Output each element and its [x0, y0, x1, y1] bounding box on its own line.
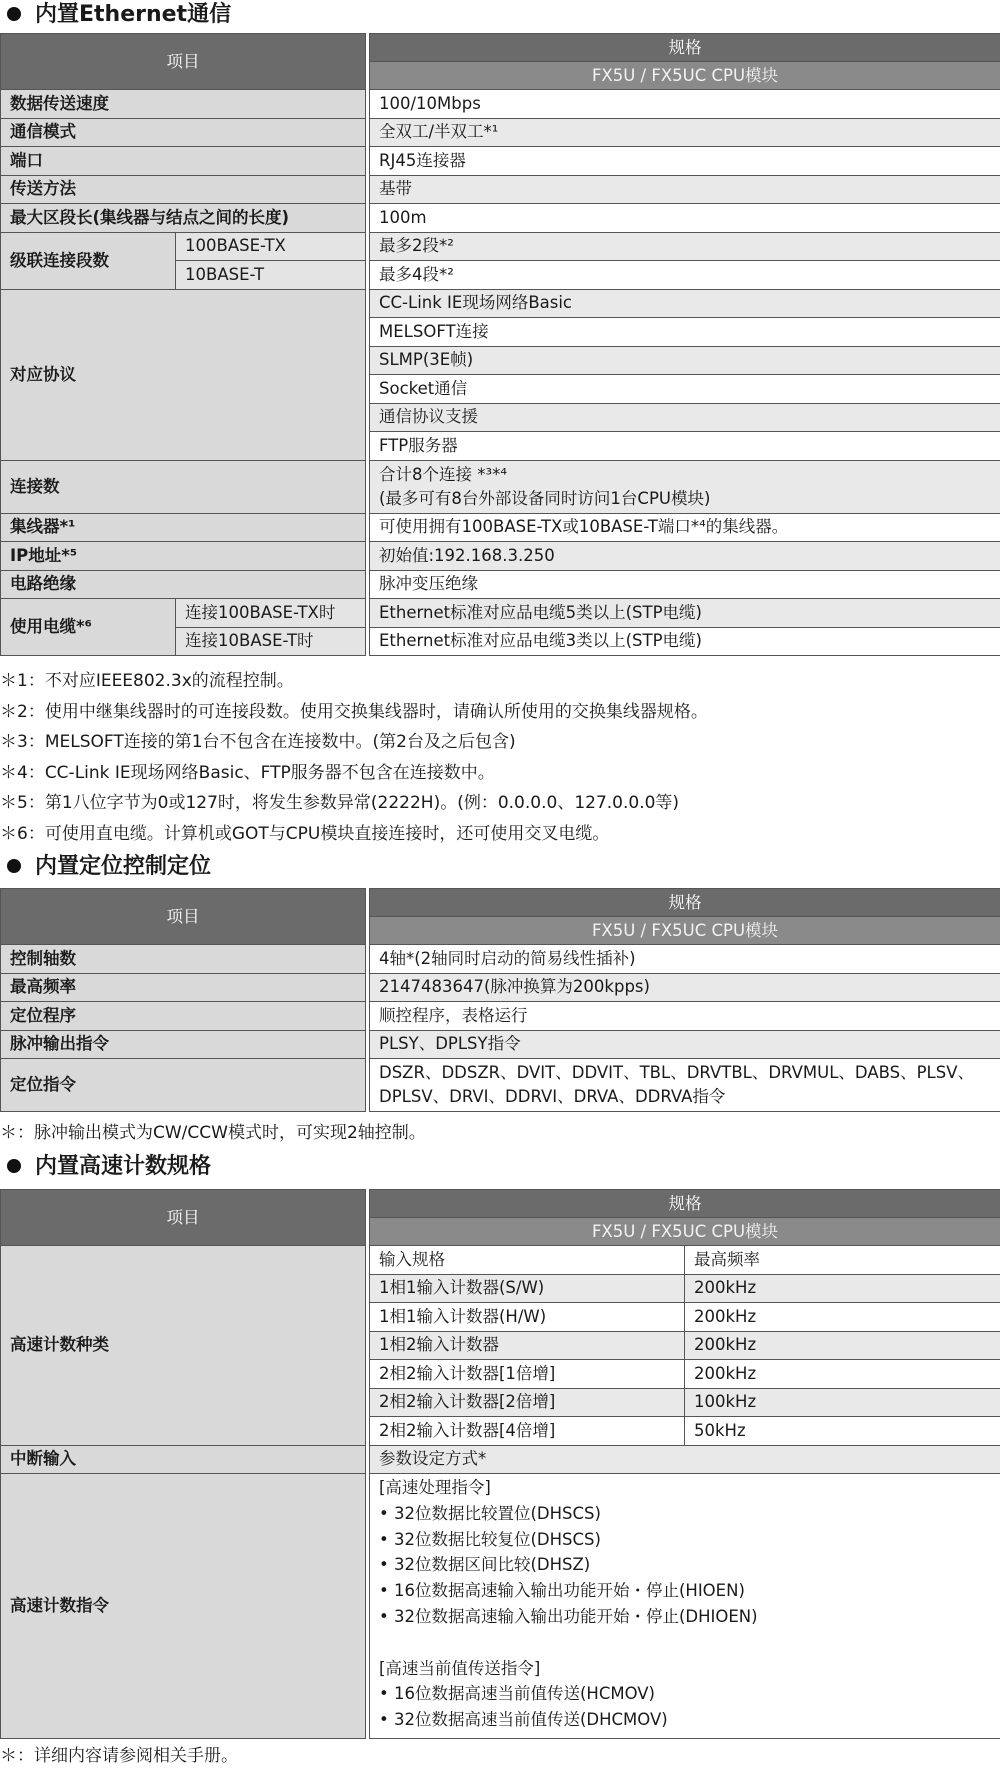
counter-spec: 1相1输入计数器(H/W) [370, 1303, 685, 1332]
instruction-line: • 32位数据高速输入输出功能开始・停止(DHIOEN) [379, 1606, 758, 1626]
row-label: 集线器*¹ [1, 513, 366, 542]
footnote: ＊2：使用中继集线器时的可连接段数。使用交换集线器时，请确认所使用的交换集线器规格。 [0, 701, 708, 722]
row-value: 全双工/半双工*¹ [370, 118, 1000, 147]
row-label: 端口 [1, 147, 366, 176]
bullet-icon [7, 7, 21, 21]
instruction-line [379, 1632, 1000, 1658]
row-value: 合计8个连接 *³*⁴ (最多可有8台外部设备同时访问1台CPU模块) [370, 460, 1000, 513]
positioning-spec-table [0, 888, 1000, 1112]
bullet-icon [7, 859, 21, 873]
row-label: 控制轴数 [1, 945, 366, 974]
bullet-icon [7, 1159, 21, 1173]
row-value: RJ45连接器 [370, 147, 1000, 176]
row-value: PLSY、DPLSY指令 [370, 1030, 1000, 1059]
instruction-line: • 16位数据高速输入输出功能开始・停止(HIOEN) [379, 1581, 745, 1601]
row-label: 高速计数指令 [1, 1474, 366, 1739]
counter-spec: 1相1输入计数器(S/W) [370, 1274, 685, 1303]
footnote: ＊1：不对应IEEE802.3x的流程控制。 [0, 671, 294, 691]
instruction-line: [高速处理指令] [379, 1478, 491, 1497]
counter-spec: 2相2输入计数器[2倍增] [370, 1388, 685, 1417]
header-spec: 规格 [370, 889, 1000, 917]
row-value: 最多4段*² [370, 261, 1000, 290]
row-value: 顺控程序，表格运行 [370, 1002, 1000, 1031]
counter-freq: 100kHz [685, 1388, 1000, 1417]
row-value: Ethernet标准对应品电缆5类以上(STP电缆) [370, 599, 1000, 628]
instruction-line: • 32位数据比较复位(DHSCS) [379, 1529, 601, 1549]
counter-spec: 2相2输入计数器[1倍增] [370, 1360, 685, 1389]
sub-label: 连接100BASE-TX时 [176, 599, 366, 628]
sub-label: 连接10BASE-T时 [176, 627, 366, 656]
row-label: IP地址*⁵ [1, 542, 366, 571]
row-value: 最多2段*² [370, 232, 1000, 261]
sub-label: 10BASE-T [176, 261, 366, 290]
row-value: 初始值:192.168.3.250 [370, 542, 1000, 571]
protocol-item: 通信协议支援 [370, 403, 1000, 432]
protocol-item: Socket通信 [370, 375, 1000, 404]
row-label: 高速计数种类 [1, 1246, 366, 1446]
positioning-notes [0, 1118, 1000, 1149]
protocol-item: MELSOFT连接 [370, 318, 1000, 347]
header-item: 项目 [1, 34, 366, 90]
hsc-spec-table [0, 1189, 1000, 1739]
instruction-list [370, 1474, 1000, 1739]
counter-freq: 200kHz [685, 1303, 1000, 1332]
row-value: 基带 [370, 175, 1000, 204]
ethernet-notes [0, 666, 1000, 849]
row-value: 2147483647(脉冲换算为200kpps) [370, 973, 1000, 1002]
header-model: FX5U / FX5UC CPU模块 [370, 62, 1000, 90]
row-value: 100/10Mbps [370, 90, 1000, 119]
counter-freq: 200kHz [685, 1274, 1000, 1303]
header-spec: 规格 [370, 34, 1000, 62]
ethernet-spec-table [0, 33, 1000, 656]
row-label: 连接数 [1, 460, 366, 513]
row-label: 使用电缆*⁶ [1, 599, 176, 656]
row-value: 脉冲变压绝缘 [370, 570, 1000, 599]
row-value: 参数设定方式* [370, 1445, 1000, 1474]
row-label: 最高频率 [1, 973, 366, 1002]
row-value: Ethernet标准对应品电缆3类以上(STP电缆) [370, 627, 1000, 656]
row-value: 可使用拥有100BASE-TX或10BASE-T端口*⁴的集线器。 [370, 513, 1000, 542]
protocol-item: FTP服务器 [370, 432, 1000, 461]
section-title-positioning: 内置定位控制定位 [0, 852, 1000, 882]
instruction-line: • 32位数据区间比较(DHSZ) [379, 1555, 591, 1575]
counter-freq: 200kHz [685, 1331, 1000, 1360]
protocol-item: SLMP(3E帧) [370, 346, 1000, 375]
row-label: 最大区段长(集线器与结点之间的长度) [1, 204, 366, 233]
row-value: 4轴*(2轴同时启动的简易线性插补) [370, 945, 1000, 974]
footnote: ＊6：可使用直电缆。计算机或GOT与CPU模块直接连接时，还可使用交叉电缆。 [0, 823, 610, 844]
row-label: 定位程序 [1, 1002, 366, 1031]
instruction-line: • 32位数据高速当前值传送(DHCMOV) [379, 1710, 668, 1730]
row-label: 脉冲输出指令 [1, 1030, 366, 1059]
counter-freq: 200kHz [685, 1360, 1000, 1389]
footnote: ＊5：第1八位字节为0或127时，将发生参数异常(2222H)。(例：0.0.0.0、127.0.0.0等) [0, 793, 680, 813]
column-header: 输入规格 [370, 1246, 685, 1275]
row-label: 定位指令 [1, 1059, 366, 1112]
section-title-hsc: 内置高速计数规格 [0, 1152, 1000, 1182]
column-header: 最高频率 [685, 1246, 1000, 1275]
protocol-item: CC-Link IE现场网络Basic [370, 289, 1000, 318]
footnote: ＊3：MELSOFT连接的第1台不包含在连接数中。(第2台及之后包含) [0, 732, 516, 752]
counter-freq: 50kHz [685, 1417, 1000, 1446]
header-item: 项目 [1, 1190, 366, 1246]
header-model: FX5U / FX5UC CPU模块 [370, 917, 1000, 945]
counter-spec: 2相2输入计数器[4倍增] [370, 1417, 685, 1446]
row-label: 数据传送速度 [1, 90, 366, 119]
sub-label: 100BASE-TX [176, 232, 366, 261]
instruction-line: [高速当前值传送指令] [379, 1658, 541, 1678]
footnote: ＊4：CC-Link IE现场网络Basic、FTP服务器不包含在连接数中。 [0, 762, 495, 783]
hsc-notes [0, 1741, 1000, 1772]
header-spec: 规格 [370, 1190, 1000, 1218]
instruction-line: • 32位数据比较置位(DHSCS) [379, 1503, 601, 1523]
row-label: 电路绝缘 [1, 570, 366, 599]
row-label: 级联连接段数 [1, 232, 176, 289]
header-model: FX5U / FX5UC CPU模块 [370, 1218, 1000, 1246]
instruction-line: • 16位数据高速当前值传送(HCMOV) [379, 1684, 655, 1704]
row-value: DSZR、DDSZR、DVIT、DDVIT、TBL、DRVTBL、DRVMUL、DABS、PLSV、 DPLSV、DRVI、DDRVI、DRVA、DDRVA指令 [370, 1059, 1000, 1112]
section-title-ethernet: 内置Ethernet通信 [0, 0, 1000, 30]
row-value: 100m [370, 204, 1000, 233]
header-item: 项目 [1, 889, 366, 945]
row-label: 通信模式 [1, 118, 366, 147]
row-label: 传送方法 [1, 175, 366, 204]
row-label: 对应协议 [1, 289, 366, 460]
footnote: ＊：详细内容请参阅相关手册。 [0, 1746, 238, 1766]
row-label: 中断输入 [1, 1445, 366, 1474]
footnote: ＊：脉冲输出模式为CW/CCW模式时，可实现2轴控制。 [0, 1123, 426, 1143]
counter-spec: 1相2输入计数器 [370, 1331, 685, 1360]
